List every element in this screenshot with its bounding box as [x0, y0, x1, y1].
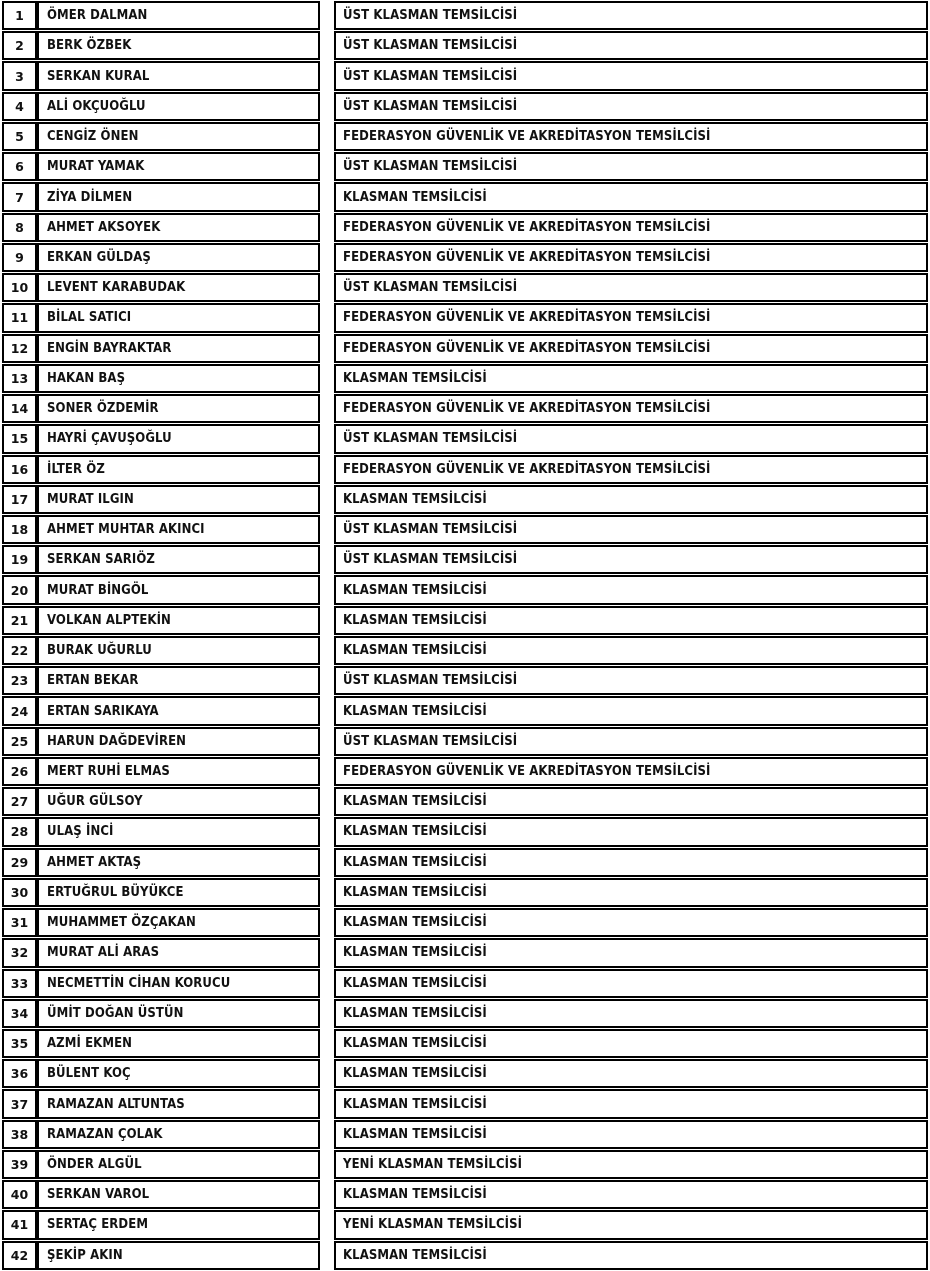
table-row [2, 364, 928, 393]
table-row [2, 908, 928, 937]
member-role-cell: KLASMAN TEMSİLCİSİ [334, 636, 928, 665]
member-name-cell: MERT RUHİ ELMAS [37, 757, 320, 786]
table-row [2, 1120, 928, 1149]
table-row [2, 394, 928, 423]
table-row [2, 999, 928, 1028]
row-number-cell: 38 [2, 1120, 37, 1149]
row-number-cell: 35 [2, 1029, 37, 1058]
member-role-cell: ÜST KLASMAN TEMSİLCİSİ [334, 727, 928, 756]
member-name-cell: SONER ÖZDEMİR [37, 394, 320, 423]
table-row [2, 455, 928, 484]
column-gutter [320, 908, 334, 937]
member-role-cell: FEDERASYON GÜVENLİK VE AKREDİTASYON TEMSİLCİSİ [334, 122, 928, 151]
member-role-cell: FEDERASYON GÜVENLİK VE AKREDİTASYON TEMSİLCİSİ [334, 303, 928, 332]
column-gutter [320, 848, 334, 877]
member-name-cell: BERK ÖZBEK [37, 31, 320, 60]
table-row [2, 61, 928, 90]
member-role-cell: KLASMAN TEMSİLCİSİ [334, 817, 928, 846]
member-name-cell: BURAK UĞURLU [37, 636, 320, 665]
table-row [2, 243, 928, 272]
table-row [2, 1, 928, 30]
member-role-cell: KLASMAN TEMSİLCİSİ [334, 1241, 928, 1270]
member-role-cell: KLASMAN TEMSİLCİSİ [334, 938, 928, 967]
row-number-cell: 27 [2, 787, 37, 816]
member-role-cell: KLASMAN TEMSİLCİSİ [334, 1120, 928, 1149]
row-number-cell: 10 [2, 273, 37, 302]
column-gutter [320, 122, 334, 151]
column-gutter [320, 31, 334, 60]
table-row [2, 938, 928, 967]
member-role-cell: KLASMAN TEMSİLCİSİ [334, 999, 928, 1028]
member-name-cell: HAKAN BAŞ [37, 364, 320, 393]
member-name-cell: MURAT ALİ ARAS [37, 938, 320, 967]
table-row [2, 31, 928, 60]
column-gutter [320, 213, 334, 242]
table-row [2, 545, 928, 574]
row-number-cell: 24 [2, 696, 37, 725]
member-name-cell: ÖMER DALMAN [37, 1, 320, 30]
table-row [2, 1241, 928, 1270]
row-number-cell: 26 [2, 757, 37, 786]
member-name-cell: ULAŞ İNCİ [37, 817, 320, 846]
member-name-cell: SERKAN SARIÖZ [37, 545, 320, 574]
table-row [2, 817, 928, 846]
member-name-cell: CENGİZ ÖNEN [37, 122, 320, 151]
member-role-cell: FEDERASYON GÜVENLİK VE AKREDİTASYON TEMSİLCİSİ [334, 757, 928, 786]
column-gutter [320, 364, 334, 393]
column-gutter [320, 485, 334, 514]
row-number-cell: 17 [2, 485, 37, 514]
row-number-cell: 25 [2, 727, 37, 756]
member-name-cell: ERKAN GÜLDAŞ [37, 243, 320, 272]
member-role-cell: KLASMAN TEMSİLCİSİ [334, 575, 928, 604]
table-row [2, 696, 928, 725]
member-name-cell: MURAT YAMAK [37, 152, 320, 181]
member-role-cell: ÜST KLASMAN TEMSİLCİSİ [334, 1, 928, 30]
member-name-cell: MURAT ILGIN [37, 485, 320, 514]
member-role-cell: ÜST KLASMAN TEMSİLCİSİ [334, 61, 928, 90]
column-gutter [320, 636, 334, 665]
row-number-cell: 36 [2, 1059, 37, 1088]
table-row [2, 122, 928, 151]
table-row [2, 666, 928, 695]
member-name-cell: RAMAZAN ÇOLAK [37, 1120, 320, 1149]
column-gutter [320, 152, 334, 181]
member-name-cell: ERTAN BEKAR [37, 666, 320, 695]
column-gutter [320, 1180, 334, 1209]
column-gutter [320, 1029, 334, 1058]
member-name-cell: MURAT BİNGÖL [37, 575, 320, 604]
table-row [2, 969, 928, 998]
column-gutter [320, 1120, 334, 1149]
column-gutter [320, 1210, 334, 1239]
member-role-cell: ÜST KLASMAN TEMSİLCİSİ [334, 152, 928, 181]
table-row [2, 182, 928, 211]
column-gutter [320, 878, 334, 907]
member-role-cell: KLASMAN TEMSİLCİSİ [334, 485, 928, 514]
table-row [2, 878, 928, 907]
table-row [2, 1029, 928, 1058]
member-role-cell: KLASMAN TEMSİLCİSİ [334, 1089, 928, 1118]
member-name-cell: MUHAMMET ÖZÇAKAN [37, 908, 320, 937]
member-name-cell: ZİYA DİLMEN [37, 182, 320, 211]
row-number-cell: 29 [2, 848, 37, 877]
column-gutter [320, 515, 334, 544]
column-gutter [320, 575, 334, 604]
column-gutter [320, 455, 334, 484]
member-name-cell: HAYRİ ÇAVUŞOĞLU [37, 424, 320, 453]
row-number-cell: 8 [2, 213, 37, 242]
member-name-cell: ŞEKİP AKIN [37, 1241, 320, 1270]
row-number-cell: 18 [2, 515, 37, 544]
member-name-cell: ALİ OKÇUOĞLU [37, 92, 320, 121]
table-row [2, 213, 928, 242]
member-role-cell: ÜST KLASMAN TEMSİLCİSİ [334, 545, 928, 574]
column-gutter [320, 938, 334, 967]
table-row [2, 606, 928, 635]
row-number-cell: 3 [2, 61, 37, 90]
row-number-cell: 34 [2, 999, 37, 1028]
member-name-cell: NECMETTİN CİHAN KORUCU [37, 969, 320, 998]
column-gutter [320, 92, 334, 121]
member-role-cell: ÜST KLASMAN TEMSİLCİSİ [334, 515, 928, 544]
table-row [2, 303, 928, 332]
member-role-cell: KLASMAN TEMSİLCİSİ [334, 182, 928, 211]
member-role-cell: ÜST KLASMAN TEMSİLCİSİ [334, 92, 928, 121]
row-number-cell: 16 [2, 455, 37, 484]
table-row [2, 757, 928, 786]
row-number-cell: 14 [2, 394, 37, 423]
column-gutter [320, 1, 334, 30]
table-row [2, 92, 928, 121]
member-name-cell: BÜLENT KOÇ [37, 1059, 320, 1088]
row-number-cell: 9 [2, 243, 37, 272]
member-role-cell: ÜST KLASMAN TEMSİLCİSİ [334, 424, 928, 453]
row-number-cell: 32 [2, 938, 37, 967]
column-gutter [320, 817, 334, 846]
member-role-cell: ÜST KLASMAN TEMSİLCİSİ [334, 273, 928, 302]
column-gutter [320, 243, 334, 272]
row-number-cell: 15 [2, 424, 37, 453]
member-role-cell: FEDERASYON GÜVENLİK VE AKREDİTASYON TEMSİLCİSİ [334, 243, 928, 272]
member-name-cell: AHMET MUHTAR AKINCI [37, 515, 320, 544]
member-role-cell: KLASMAN TEMSİLCİSİ [334, 969, 928, 998]
column-gutter [320, 1089, 334, 1118]
column-gutter [320, 394, 334, 423]
member-name-cell: LEVENT KARABUDAK [37, 273, 320, 302]
column-gutter [320, 303, 334, 332]
column-gutter [320, 666, 334, 695]
table-row [2, 334, 928, 363]
column-gutter [320, 273, 334, 302]
row-number-cell: 19 [2, 545, 37, 574]
column-gutter [320, 787, 334, 816]
row-number-cell: 2 [2, 31, 37, 60]
table-row [2, 485, 928, 514]
column-gutter [320, 545, 334, 574]
column-gutter [320, 606, 334, 635]
member-role-cell: KLASMAN TEMSİLCİSİ [334, 787, 928, 816]
member-name-cell: AHMET AKTAŞ [37, 848, 320, 877]
member-name-cell: AZMİ EKMEN [37, 1029, 320, 1058]
member-name-cell: RAMAZAN ALTUNTAS [37, 1089, 320, 1118]
row-number-cell: 4 [2, 92, 37, 121]
row-number-cell: 40 [2, 1180, 37, 1209]
column-gutter [320, 727, 334, 756]
member-role-cell: KLASMAN TEMSİLCİSİ [334, 606, 928, 635]
table-row [2, 424, 928, 453]
row-number-cell: 7 [2, 182, 37, 211]
column-gutter [320, 1150, 334, 1179]
column-gutter [320, 969, 334, 998]
member-role-cell: KLASMAN TEMSİLCİSİ [334, 908, 928, 937]
row-number-cell: 41 [2, 1210, 37, 1239]
member-name-cell: SERTAÇ ERDEM [37, 1210, 320, 1239]
row-number-cell: 22 [2, 636, 37, 665]
member-role-cell: YENİ KLASMAN TEMSİLCİSİ [334, 1210, 928, 1239]
member-role-cell: KLASMAN TEMSİLCİSİ [334, 1059, 928, 1088]
column-gutter [320, 757, 334, 786]
member-role-cell: FEDERASYON GÜVENLİK VE AKREDİTASYON TEMSİLCİSİ [334, 394, 928, 423]
row-number-cell: 37 [2, 1089, 37, 1118]
table-row [2, 515, 928, 544]
table-row [2, 727, 928, 756]
column-gutter [320, 61, 334, 90]
member-role-cell: FEDERASYON GÜVENLİK VE AKREDİTASYON TEMSİLCİSİ [334, 334, 928, 363]
row-number-cell: 33 [2, 969, 37, 998]
table-row [2, 1180, 928, 1209]
table-row [2, 1210, 928, 1239]
table-row [2, 787, 928, 816]
table-row [2, 152, 928, 181]
member-role-cell: KLASMAN TEMSİLCİSİ [334, 364, 928, 393]
table-row [2, 1150, 928, 1179]
member-role-cell: KLASMAN TEMSİLCİSİ [334, 878, 928, 907]
column-gutter [320, 424, 334, 453]
row-number-cell: 5 [2, 122, 37, 151]
member-role-cell: KLASMAN TEMSİLCİSİ [334, 1180, 928, 1209]
member-role-cell: KLASMAN TEMSİLCİSİ [334, 696, 928, 725]
member-role-cell: KLASMAN TEMSİLCİSİ [334, 1029, 928, 1058]
member-name-cell: ÖNDER ALGÜL [37, 1150, 320, 1179]
column-gutter [320, 1059, 334, 1088]
member-role-cell: KLASMAN TEMSİLCİSİ [334, 848, 928, 877]
member-name-cell: ENGİN BAYRAKTAR [37, 334, 320, 363]
member-name-cell: ERTUĞRUL BÜYÜKCE [37, 878, 320, 907]
table-row [2, 575, 928, 604]
member-name-cell: HARUN DAĞDEVİREN [37, 727, 320, 756]
row-number-cell: 6 [2, 152, 37, 181]
member-role-cell: ÜST KLASMAN TEMSİLCİSİ [334, 31, 928, 60]
member-role-cell: ÜST KLASMAN TEMSİLCİSİ [334, 666, 928, 695]
row-number-cell: 12 [2, 334, 37, 363]
member-name-cell: UĞUR GÜLSOY [37, 787, 320, 816]
member-name-cell: AHMET AKSOYEK [37, 213, 320, 242]
row-number-cell: 30 [2, 878, 37, 907]
row-number-cell: 23 [2, 666, 37, 695]
column-gutter [320, 1241, 334, 1270]
table-row [2, 273, 928, 302]
row-number-cell: 42 [2, 1241, 37, 1270]
member-role-cell: FEDERASYON GÜVENLİK VE AKREDİTASYON TEMSİLCİSİ [334, 213, 928, 242]
member-name-cell: ÜMİT DOĞAN ÜSTÜN [37, 999, 320, 1028]
member-name-cell: SERKAN VAROL [37, 1180, 320, 1209]
column-gutter [320, 334, 334, 363]
representatives-table [2, 1, 928, 1270]
member-name-cell: VOLKAN ALPTEKİN [37, 606, 320, 635]
column-gutter [320, 182, 334, 211]
row-number-cell: 31 [2, 908, 37, 937]
row-number-cell: 1 [2, 1, 37, 30]
table-row [2, 1089, 928, 1118]
row-number-cell: 20 [2, 575, 37, 604]
member-name-cell: İLTER ÖZ [37, 455, 320, 484]
row-number-cell: 11 [2, 303, 37, 332]
row-number-cell: 28 [2, 817, 37, 846]
table-row [2, 848, 928, 877]
member-role-cell: FEDERASYON GÜVENLİK VE AKREDİTASYON TEMSİLCİSİ [334, 455, 928, 484]
row-number-cell: 13 [2, 364, 37, 393]
row-number-cell: 39 [2, 1150, 37, 1179]
row-number-cell: 21 [2, 606, 37, 635]
member-name-cell: SERKAN KURAL [37, 61, 320, 90]
member-name-cell: BİLAL SATICI [37, 303, 320, 332]
table-row [2, 1059, 928, 1088]
table-row [2, 636, 928, 665]
column-gutter [320, 999, 334, 1028]
member-role-cell: YENİ KLASMAN TEMSİLCİSİ [334, 1150, 928, 1179]
column-gutter [320, 696, 334, 725]
member-name-cell: ERTAN SARIKAYA [37, 696, 320, 725]
